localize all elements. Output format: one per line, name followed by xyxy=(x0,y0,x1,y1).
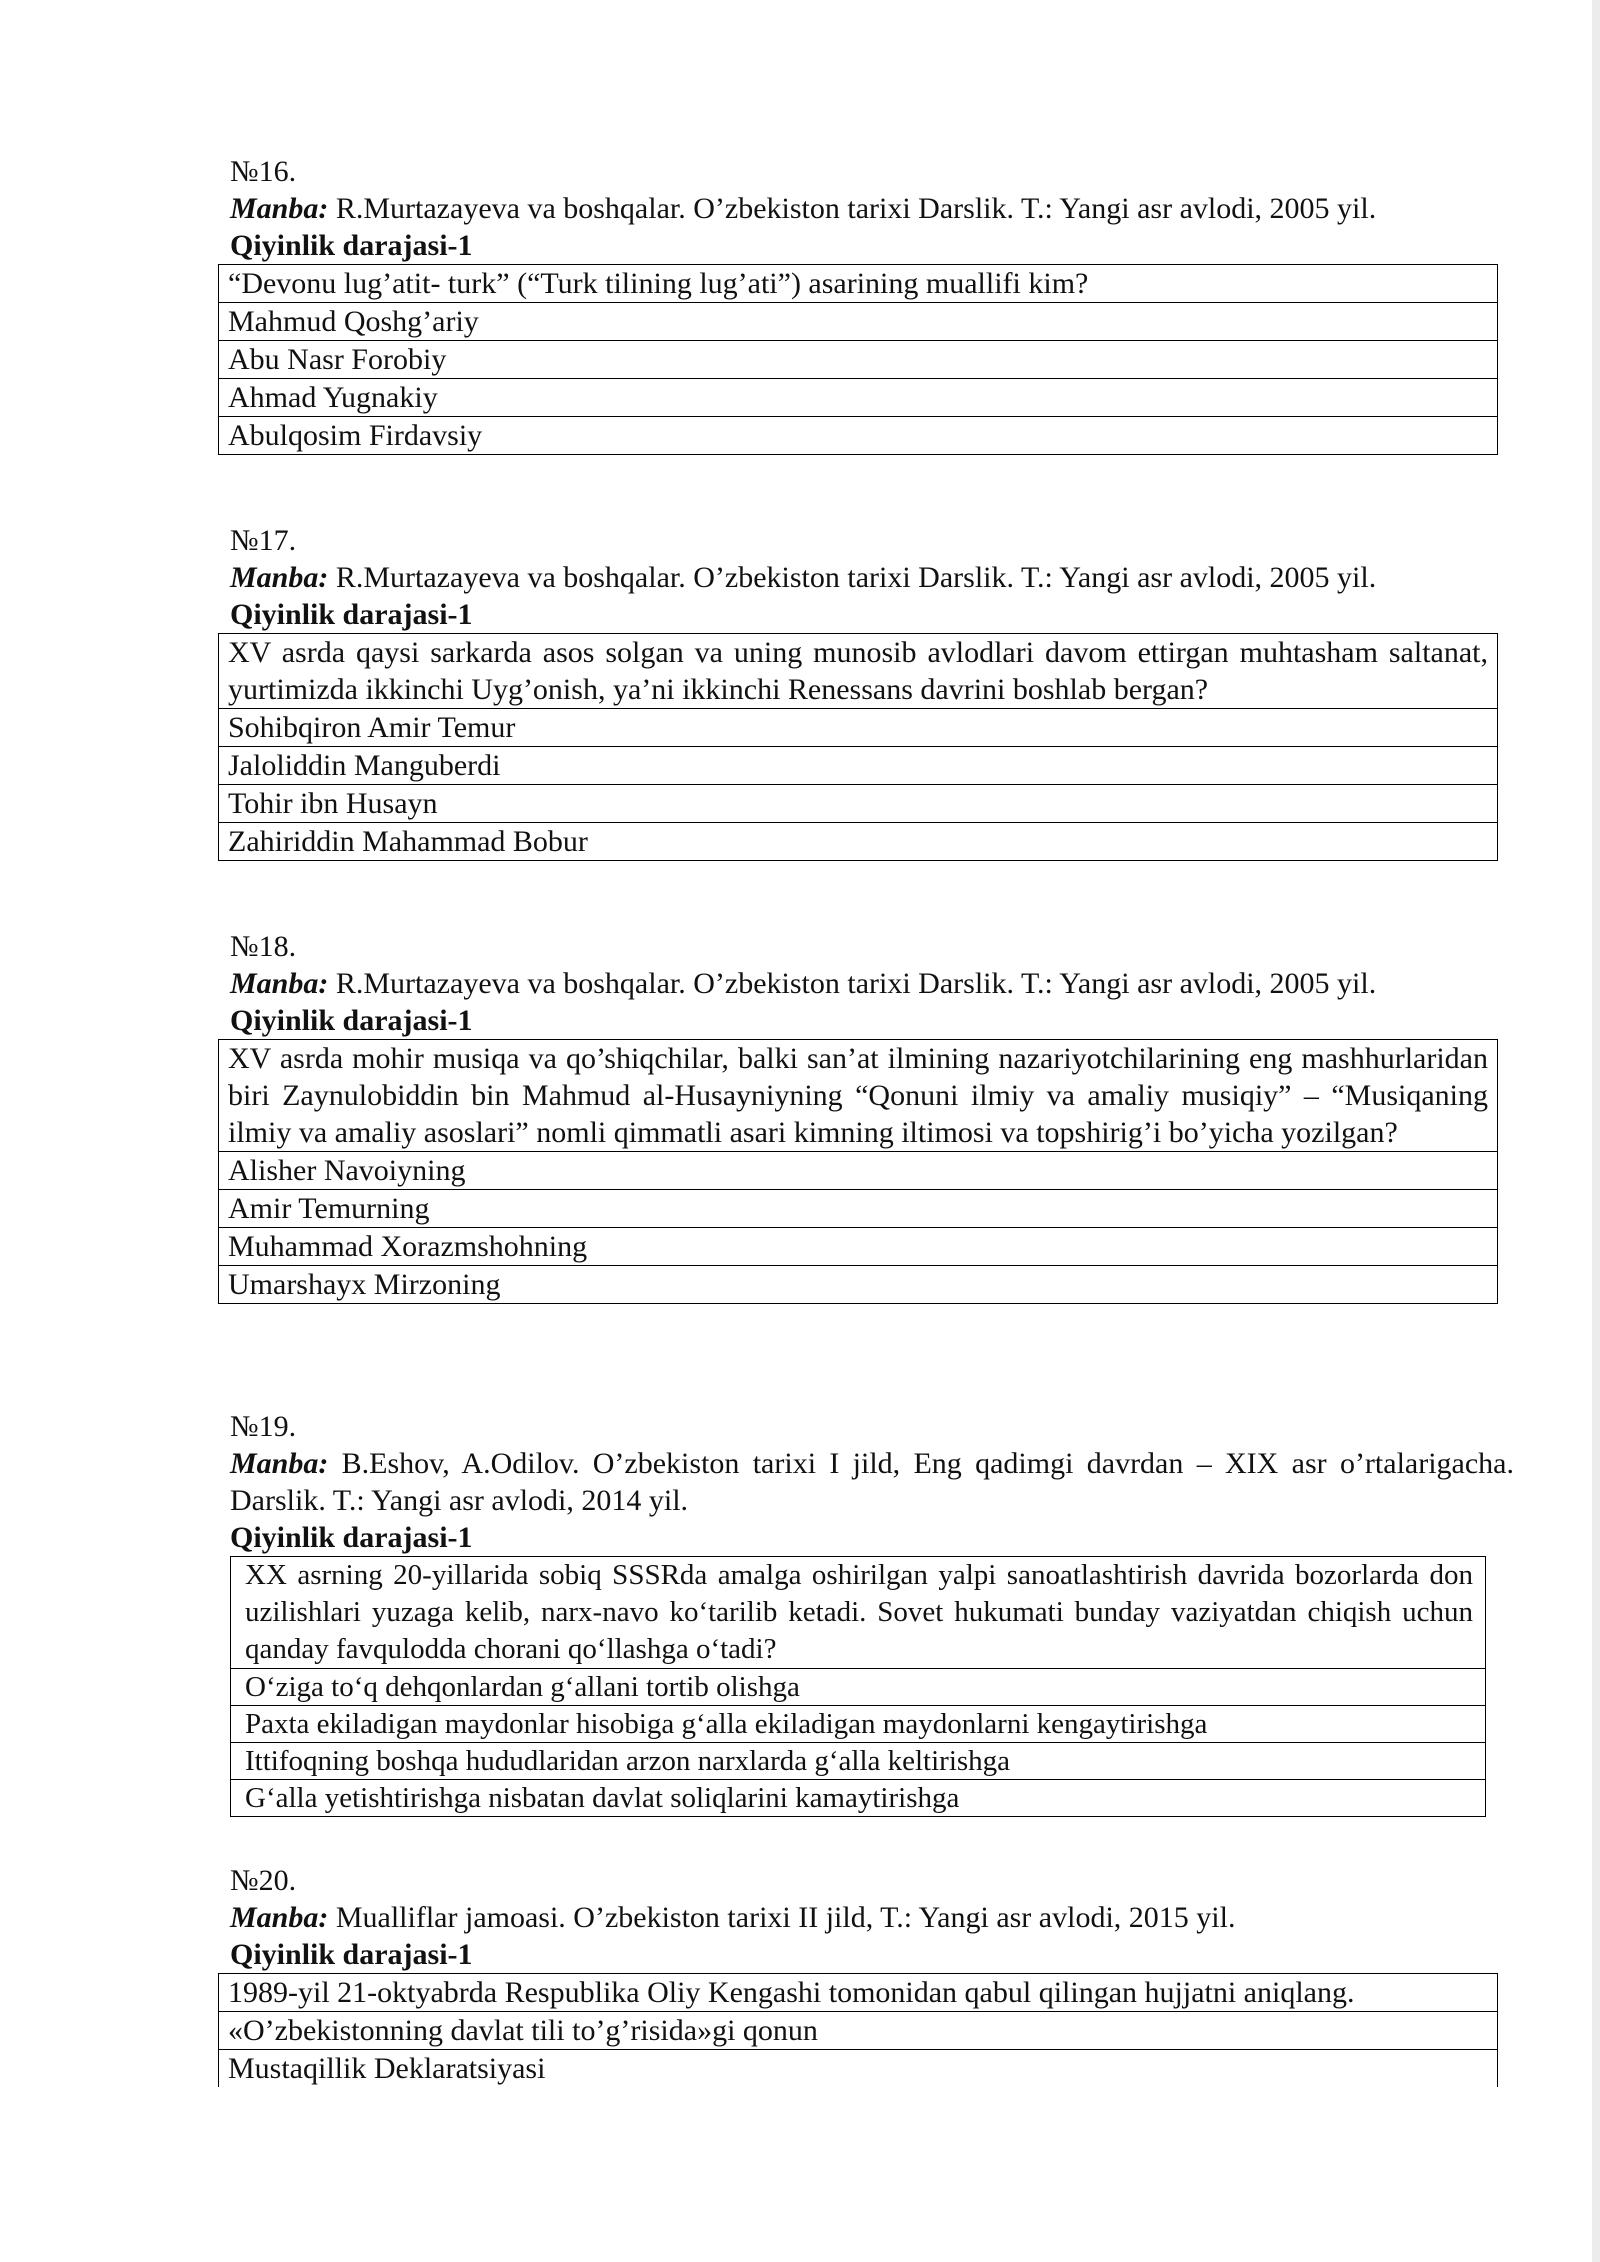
source-text: B.Eshov, A.Odilov. O’zbekiston tarixi I jild, Eng qadimgi davrdan – XIX asr o’rtalarigacha. Darslik. T.: Yangi asr avlodi, 2014 yil. xyxy=(230,1447,1514,1517)
source-text: R.Murtazayeva va boshqalar. O’zbekiston tarixi Darslik. T.: Yangi asr avlodi, 2005 yil. xyxy=(328,561,1377,594)
question-text: XV asrda mohir musiqa va qo’shiqchilar, balki san’at ilmining nazariyotchilarining eng mashhurlaridan biri Zaynulobiddin bin Mahmud al-Husayniyning “Qonuni ilmiy va amaliy musiqiy” – “Musiqaning ilmiy va amaliy asoslari” nomli qimmatli asari kimning iltimosi va topshirig’i bo’yicha yozilgan? xyxy=(219,1040,1498,1152)
answer-option: Umarshayx Mirzoning xyxy=(219,1266,1498,1304)
question-number: №17. xyxy=(230,524,297,557)
source-line xyxy=(230,1445,1514,1519)
question-block-16 xyxy=(230,153,1514,455)
answer-option: Mahmud Qoshg’ariy xyxy=(219,303,1498,341)
source-label: Manba: xyxy=(230,561,329,594)
source-line xyxy=(230,1899,1514,1936)
question-block-17 xyxy=(230,522,1514,861)
answer-option: Amir Temurning xyxy=(219,1190,1498,1228)
answer-option: Mustaqillik Deklaratsiyasi xyxy=(219,2050,1498,2088)
source-text: Mualliflar jamoasi. O’zbekiston tarixi II jild, T.: Yangi asr avlodi, 2015 yil. xyxy=(328,1901,1236,1934)
difficulty-level: Qiyinlik darajasi-1 xyxy=(230,229,473,262)
source-text: R.Murtazayeva va boshqalar. O’zbekiston tarixi Darslik. T.: Yangi asr avlodi, 2005 yil. xyxy=(328,967,1377,1000)
question-block-20 xyxy=(230,1862,1514,2087)
answer-option: «O’zbekistonning davlat tili to’g’risida»gi qonun xyxy=(219,2012,1498,2050)
source-text: R.Murtazayeva va boshqalar. O’zbekiston tarixi Darslik. T.: Yangi asr avlodi, 2005 yil. xyxy=(328,192,1377,225)
question-text: XX asrning 20-yillarida sobiq SSSRda amalga oshirilgan yalpi sanoatlashtirish davrida bozorlarda don uzilishlari yuzaga kelib, narx-navo ko‘tarilib ketadi. Sovet hukumati bunday vaziyatdan chiqish uchun qanday favqulodda chorani qo‘llashga o‘tadi? xyxy=(231,1557,1486,1669)
question-number: №19. xyxy=(230,1410,297,1443)
page-edge xyxy=(1592,0,1600,2262)
question-table xyxy=(218,1039,1498,1304)
difficulty-level: Qiyinlik darajasi-1 xyxy=(230,598,473,631)
answer-option: Abulqosim Firdavsiy xyxy=(219,417,1498,455)
source-line xyxy=(230,190,1514,227)
question-block-19 xyxy=(230,1408,1514,1817)
question-number: №20. xyxy=(230,1864,297,1897)
question-text: XV asrda qaysi sarkarda asos solgan va uning munosib avlodlari davom ettirgan muhtasham saltanat, yurtimizda ikkinchi Uyg’onish, ya’ni ikkinchi Renessans davrini boshlab bergan? xyxy=(219,634,1498,709)
source-label: Manba: xyxy=(230,1447,329,1480)
answer-option: Abu Nasr Forobiy xyxy=(219,341,1498,379)
answer-option: Ittifoqning boshqa hududlaridan arzon narxlarda g‘alla keltirishga xyxy=(231,1743,1486,1780)
difficulty-level: Qiyinlik darajasi-1 xyxy=(230,1521,473,1554)
answer-option: Jaloliddin Manguberdi xyxy=(219,747,1498,785)
question-text: “Devonu lug’atit- turk” (“Turk tilining lug’ati”) asarining muallifi kim? xyxy=(219,265,1498,303)
source-label: Manba: xyxy=(230,1901,329,1934)
question-table xyxy=(218,264,1498,455)
question-number: №16. xyxy=(230,155,297,188)
question-block-18 xyxy=(230,928,1514,1304)
answer-option: Alisher Navoiyning xyxy=(219,1152,1498,1190)
answer-option: Tohir ibn Husayn xyxy=(219,785,1498,823)
source-label: Manba: xyxy=(230,192,329,225)
question-text: 1989-yil 21-oktyabrda Respublika Oliy Kengashi tomonidan qabul qilingan hujjatni aniqlang. xyxy=(219,1974,1498,2012)
difficulty-level: Qiyinlik darajasi-1 xyxy=(230,1938,473,1971)
source-line xyxy=(230,965,1514,1002)
question-table xyxy=(218,1973,1498,2087)
answer-option: Ahmad Yugnakiy xyxy=(219,379,1498,417)
answer-option: Zahiriddin Mahammad Bobur xyxy=(219,823,1498,861)
answer-option: G‘alla yetishtirishga nisbatan davlat soliqlarini kamaytirishga xyxy=(231,1780,1486,1817)
question-table xyxy=(218,633,1498,861)
question-table xyxy=(230,1556,1486,1817)
question-number: №18. xyxy=(230,930,297,963)
source-label: Manba: xyxy=(230,967,329,1000)
difficulty-level: Qiyinlik darajasi-1 xyxy=(230,1004,473,1037)
source-line xyxy=(230,559,1514,596)
answer-option: O‘ziga to‘q dehqonlardan g‘allani tortib olishga xyxy=(231,1669,1486,1706)
answer-option: Sohibqiron Amir Temur xyxy=(219,709,1498,747)
answer-option: Paxta ekiladigan maydonlar hisobiga g‘alla ekiladigan maydonlarni kengaytirishga xyxy=(231,1706,1486,1743)
answer-option: Muhammad Xorazmshohning xyxy=(219,1228,1498,1266)
